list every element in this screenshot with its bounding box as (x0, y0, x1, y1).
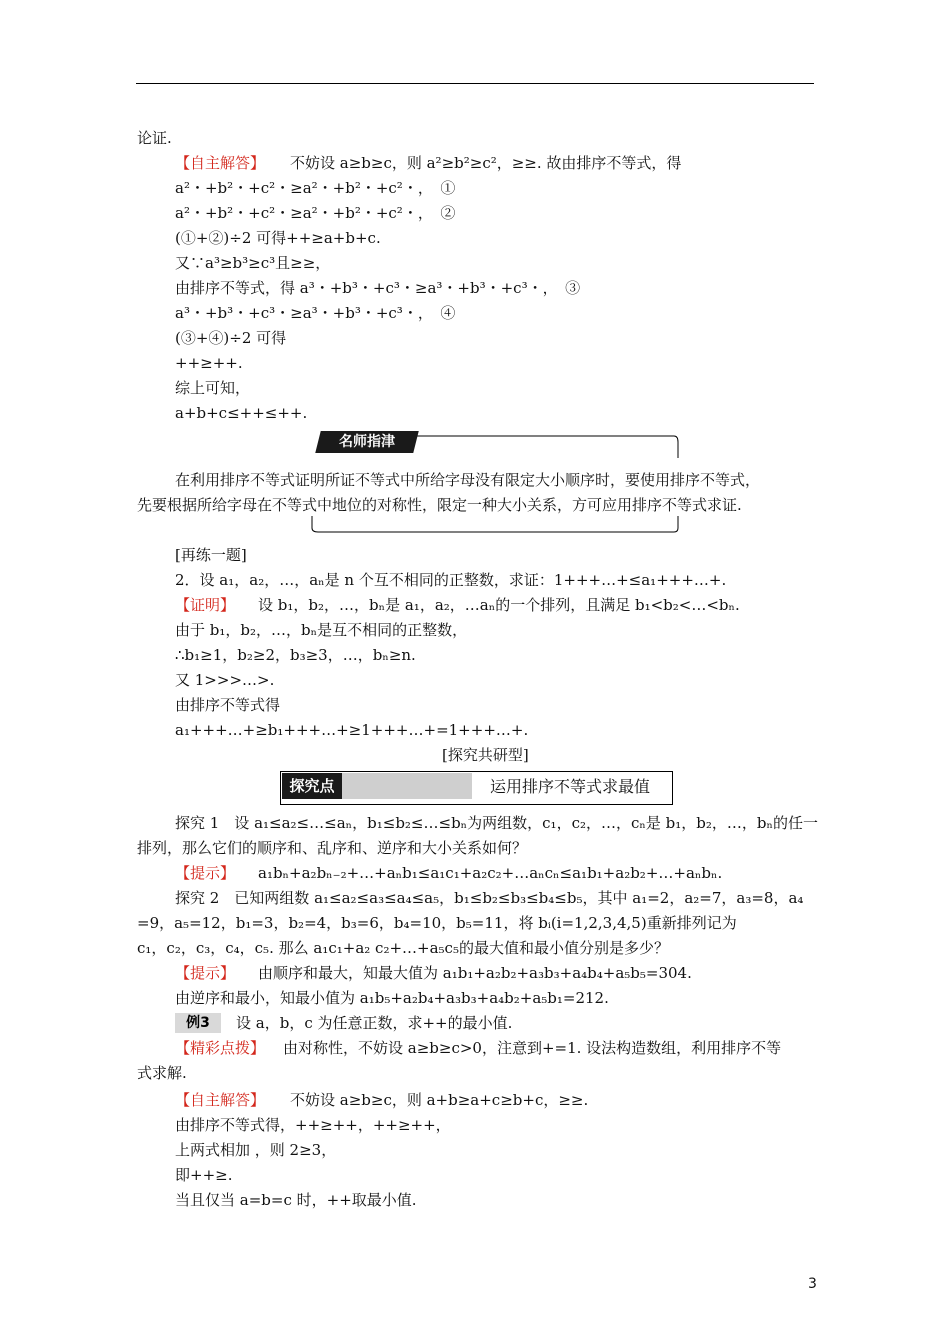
text-line: a³・+b³・+c³・≥a³・+b³・+c³・， ④ (175, 304, 456, 322)
text-line: (①+②)÷2 可得++≥a+b+c. (175, 229, 381, 247)
mingshi-text: 先要根据所给字母在不等式中地位的对称性，限定一种大小关系，方可应用排序不等式求证. (137, 496, 742, 514)
mingshi-text: 在利用排序不等式证明所证不等式中所给字母没有限定大小顺序时，要使用排序不等式， (175, 471, 761, 489)
text-line: 不妨设 a≥b≥c，则 a²≥b²≥c²，≥≥. 故由排序不等式，得 (290, 154, 682, 172)
text-line: a₁+++…+≥b₁+++…+≥1+++…+=1+++…+. (175, 721, 529, 739)
section-bracket: [探究共研型] (442, 746, 529, 764)
section-title: 运用排序不等式求最值 (490, 777, 651, 796)
text-line: 探究 1 设 a₁≤a₂≤…≤aₙ，b₁≤b₂≤…≤bₙ为两组数，c₁，c₂，…，cₙ是 b₁，b₂，…，bₙ的任一 (175, 814, 818, 832)
example-label: 例3 (175, 1013, 221, 1033)
text-line: 排列，那么它们的顺序和、乱序和、逆序和大小关系如何？ (137, 839, 528, 857)
page-number: 3 (808, 1276, 817, 1292)
text-line: 设 b₁，b₂，…，bₙ是 a₁，a₂，…aₙ的一个排列，且满足 b₁<b₂<…<bₙ. (258, 596, 740, 614)
text-line: ++≥++. (175, 354, 243, 372)
text-line: 由对称性，不妨设 a≥b≥c>0，注意到+=1. 设法构造数组，利用排序不等 (283, 1039, 782, 1057)
text-line: 综上可知， (175, 379, 251, 397)
practice-heading: [再练一题] (175, 546, 247, 564)
text-line: 由排序不等式得 (175, 696, 281, 714)
text-line: 上两式相加 ，则 2≥3， (175, 1141, 337, 1159)
self-answer-tag: 【自主解答】 (175, 154, 266, 172)
text-line: 由排序不等式得，++≥++，++≥++， (175, 1116, 451, 1134)
section-label: 探究点 (282, 773, 342, 799)
text-line: c₁，c₂，c₃，c₄，c₅. 那么 a₁c₁+a₂ c₂+…+a₅c₅的最大值和最小值分别是多少？ (137, 939, 669, 957)
text-line: 不妨设 a≥b≥c，则 a+b≥a+c≥b+c，≥≥. (290, 1091, 589, 1109)
text-line: 式求解. (137, 1064, 187, 1082)
text-line: 2．设 a₁，a₂，…，aₙ是 n 个互不相同的正整数，求证：1+++…+≤a₁+++…+. (175, 571, 727, 589)
self-answer-tag: 【自主解答】 (175, 1091, 266, 1109)
text-line: 论证. (137, 129, 172, 147)
hint-tag: 【精彩点拨】 (175, 1039, 266, 1057)
text-line: =9，a₅=12，b₁=3，b₂=4，b₃=6，b₄=10，b₅=11，将 bᵢ(i=1,2,3,4,5)重新排列记为 (137, 914, 737, 932)
text-line: 由于 b₁，b₂，…，bₙ是互不相同的正整数， (175, 621, 468, 639)
text-line: 即++≥. (175, 1166, 233, 1184)
text-line: 由排序不等式，得 a³・+b³・+c³・≥a³・+b³・+c³・， ③ (175, 279, 581, 297)
hint-tag: 【提示】 (175, 964, 236, 982)
mingshi-title: 名师指津 (315, 431, 418, 453)
text-line: 由顺序和最大，知最大值为 a₁b₁+a₂b₂+a₃b₃+a₄b₄+a₅b₅=304. (258, 964, 692, 982)
text-line: 又 1>>>…>. (175, 671, 275, 689)
text-line: (③+④)÷2 可得 (175, 329, 287, 347)
text-line: 探究 2 已知两组数 a₁≤a₂≤a₃≤a₄≤a₅，b₁≤b₂≤b₃≤b₄≤b₅，其中 a₁=2，a₂=7，a₃=8，a₄ (175, 889, 804, 907)
example-question: 设 a，b，c 为任意正数，求++的最小值. (236, 1014, 513, 1032)
text-line: ∴b₁≥1，b₂≥2，b₃≥3，…，bₙ≥n. (175, 646, 416, 664)
text-line: a²・+b²・+c²・≥a²・+b²・+c²・， ② (175, 204, 456, 222)
text-line: a²・+b²・+c²・≥a²・+b²・+c²・， ① (175, 179, 456, 197)
text-line: 由逆序和最小，知最小值为 a₁b₅+a₂b₄+a₃b₃+a₄b₂+a₅b₁=212. (175, 989, 609, 1007)
text-line: 当且仅当 a=b=c 时，++取最小值. (175, 1191, 417, 1209)
text-line: a+b+c≤++≤++. (175, 404, 308, 422)
hint-tag: 【提示】 (175, 864, 236, 882)
proof-tag: 【证明】 (175, 596, 236, 614)
header-rule (136, 83, 814, 84)
text-line: a₁bₙ+a₂bₙ₋₂+…+aₙb₁≤a₁c₁+a₂c₂+…aₙcₙ≤a₁b₁+a₂b₂+…+aₙbₙ. (258, 864, 723, 882)
text-line: 又∵a³≥b³≥c³且≥≥， (175, 254, 331, 272)
section-label-bar (342, 773, 472, 799)
